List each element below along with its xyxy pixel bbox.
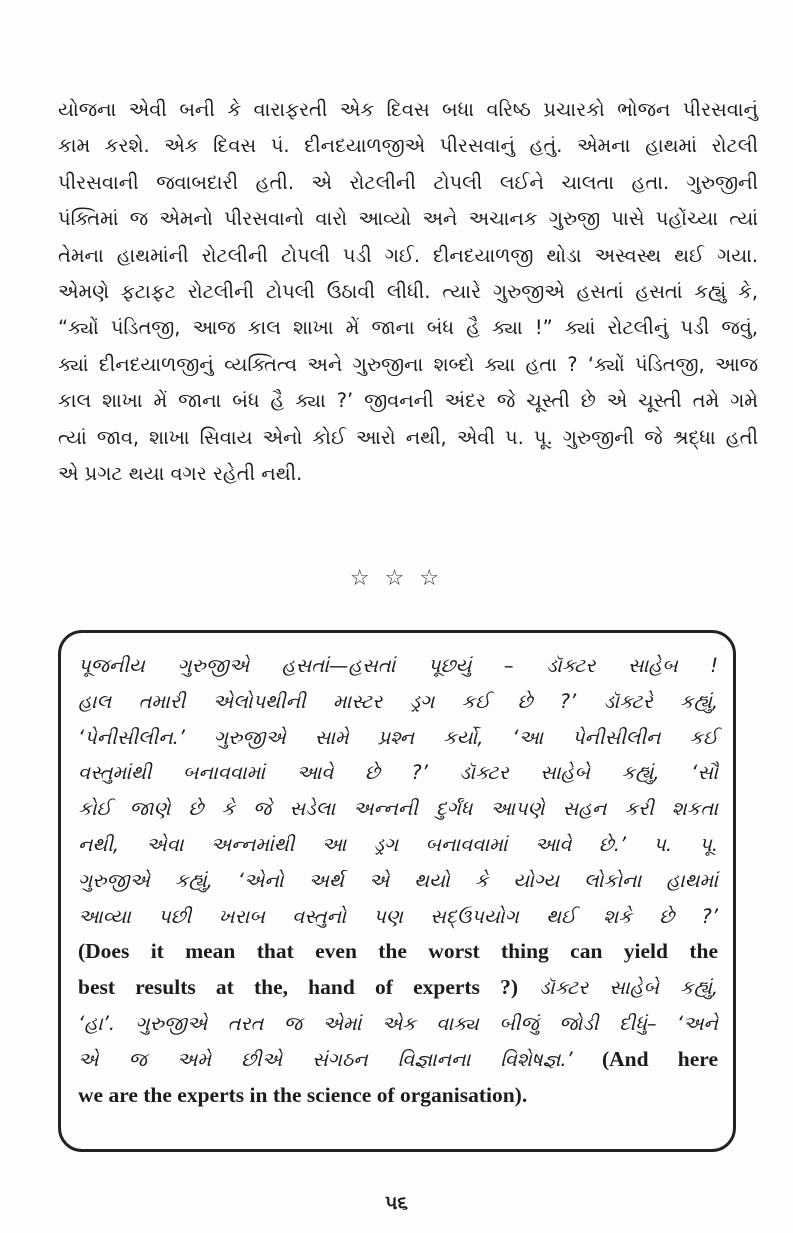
quote-line-english: (Does it mean that even the worst thing can yield the bbox=[78, 939, 718, 964]
body-line: તેમના હાથમાંની રોટલીની ટોપલી પડી ગઈ. દીનદયાળજી થોડા અસ્વસ્થ થઈ ગયા. bbox=[58, 243, 758, 267]
quote-line: ‘હા’. ગુરુજીએ તરત જ એમાં એક વાક્ય બીજું જોડી દીધું– ‘અને bbox=[78, 1011, 718, 1035]
quote-line-mixed bbox=[78, 1042, 718, 1078]
quote-line-english: we are the experts in the science of organisation). bbox=[78, 1082, 528, 1107]
quote-line: ‘પેનીસીલીન.’ ગુરુજીએ સામે પ્રશ્ન કર્યો, ‘આ પેનીસીલીન કઈ bbox=[78, 725, 718, 749]
gujarati-text: એ જ અમે છીએ સંગઠન વિજ્ઞાનના વિશેષજ્ઞ.’ bbox=[78, 1047, 573, 1071]
quote-line: નથી, એવા અન્નમાંથી આ ડ્રગ બનાવવામાં આવે છે.’ પ. પૂ. bbox=[78, 832, 718, 856]
quote-line: કોઈ જાણે છે કે જે સડેલા અન્નની દુર્ગંધ આપણે સહન કરી શકતા bbox=[78, 797, 718, 821]
quote-line: હાલ તમારી એલોપથીની માસ્ટર ડ્રગ કઈ છે ?’ ડૉક્ટરે કહ્યું, bbox=[78, 689, 718, 713]
page-number: ૫૬ bbox=[384, 1192, 409, 1214]
english-text: (And here bbox=[572, 1046, 718, 1071]
body-line: એ પ્રગટ થયા વગર રહેતી નથી. bbox=[58, 461, 303, 485]
body-line: યોજના એવી બની કે વારાફરતી એક દિવસ બધા વરિષ્ઠ પ્રચારકો ભોજન પીરસવાનું bbox=[58, 98, 758, 121]
quote-line: ગુરુજીએ કહ્યું, ‘એનો અર્થ એ થયો કે યોગ્ય લોકોના હાથમાં bbox=[78, 868, 718, 892]
star-separator: ☆ ☆ ☆ bbox=[349, 566, 444, 591]
body-line: એમણે ફટાફટ રોટલીની ટોપલી ઉઠાવી લીધી. ત્યારે ગુરુજીએ હસતાં હસતાં કહ્યું કે, bbox=[58, 279, 758, 303]
body-line: કામ કરશે. એક દિવસ પં. દીનદયાળજીએ પીરસવાનું હતું. એમના હાથમાં રોટલી bbox=[58, 134, 758, 158]
quote-line: પૂજનીય ગુરુજીએ હસતાં—હસતાં પૂછયું – ડૉક્ટર સાહેબ ! bbox=[78, 654, 718, 677]
body-line: ત્યાં જાવ, શાખા સિવાય એનો કોઈ આરો નથી, એવી પ. પૂ. ગુરુજીની જે શ્રદ્ધા હતી bbox=[58, 425, 758, 449]
quote-line-mixed bbox=[78, 970, 718, 1006]
body-line: પીરસવાની જવાબદારી હતી. એ રોટલીની ટોપલી લઈને ચાલતા હતા. ગુરુજીની bbox=[58, 170, 758, 194]
body-line: પંક્તિમાં જ એમનો પીરસવાનો વારો આવ્યો અને અચાનક ગુરુજી પાસે પહોંચ્યા ત્યાં bbox=[58, 207, 758, 231]
gujarati-text: ડૉક્ટર સાહેબે કહ્યું, bbox=[518, 976, 718, 1000]
english-text: best results at the, hand of experts ?) bbox=[78, 975, 519, 1000]
quote-line: વસ્તુમાંથી બનાવવામાં આવે છે ?’ ડૉક્ટર સાહેબે કહ્યું, ‘સૌ bbox=[78, 761, 718, 785]
quote-line: આવ્યા પછી ખરાબ વસ્તુનો પણ સદ્ઉપયોગ થઈ શકે છે ?’ bbox=[78, 904, 718, 928]
body-line: કાલ શાખા મેં જાના બંધ હૈ ક્યા ?’ જીવનની અંદર જે ચૂસ્તી છે એ ચૂસ્તી તમે ગમે bbox=[58, 389, 758, 413]
body-line: ક્યાં દીનદયાળજીનું વ્યક્તિત્વ અને ગુરુજીના શબ્દો ક્યા હતા ? ‘ક્યોં પંડિતજી, આજ bbox=[58, 352, 758, 376]
body-paragraph bbox=[58, 92, 758, 492]
body-line: “ક્યોં પંડિતજી, આજ કાલ શાખા મેં જાના બંધ હૈ ક્યા !” ક્યાં રોટલીનું પડી જવું, bbox=[58, 316, 758, 340]
quote-box-text bbox=[78, 648, 718, 1113]
